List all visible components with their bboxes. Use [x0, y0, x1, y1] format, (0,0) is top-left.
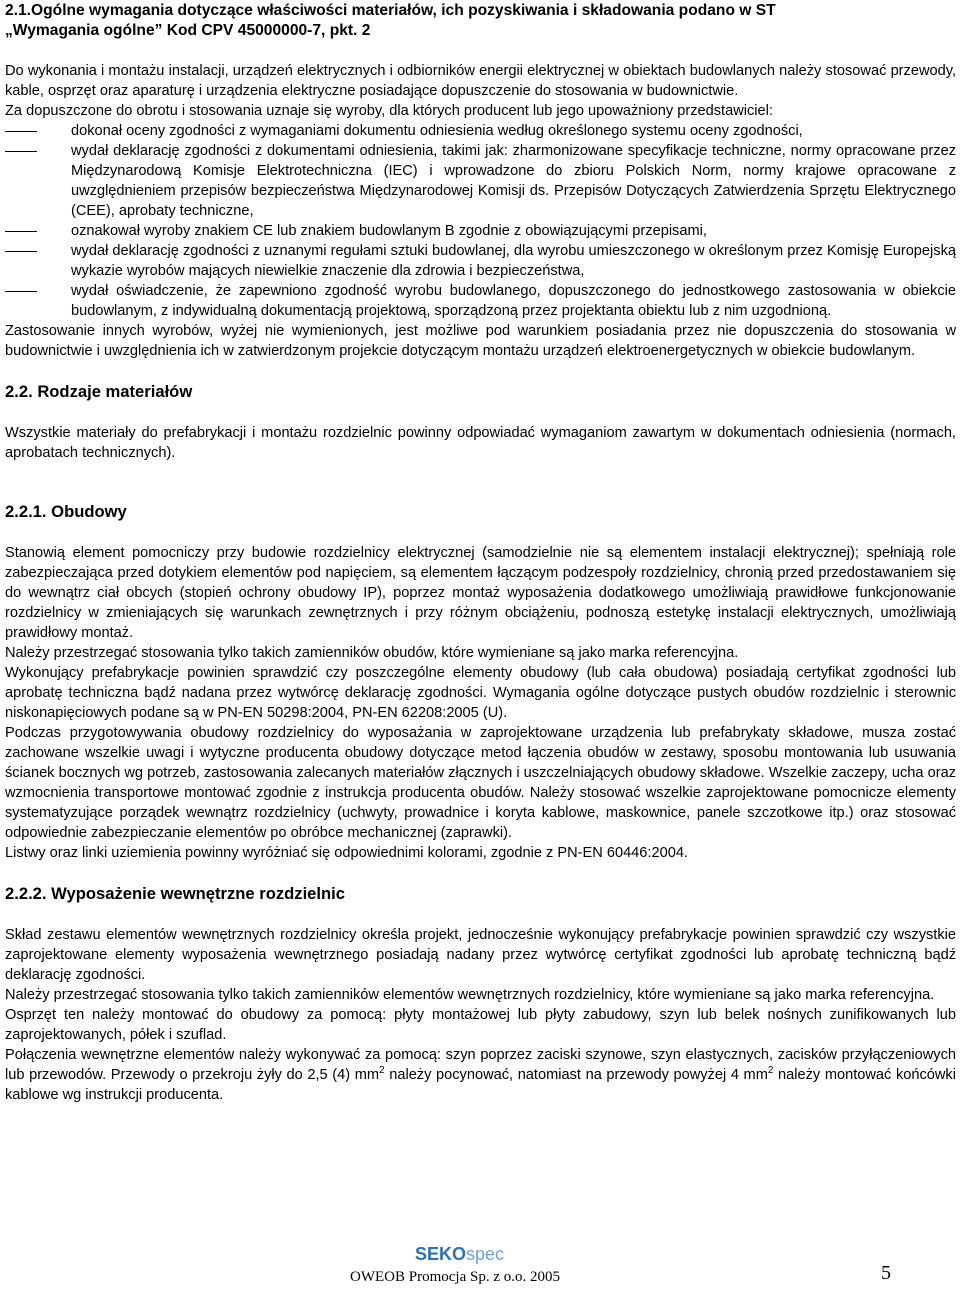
text-run: Połączenia wewnętrzne elementów należy wykonywać za pomocą: szyn poprzez zaciski szynowe, szyn elastycznych, zacisków przyłączeniowych lub przewodów. Przewody o przekroju żyły do 2,5 (4) mm [5, 1047, 956, 1083]
section-heading-2-2-1 [5, 501, 956, 523]
section-heading-2-1 [5, 0, 956, 41]
section-title: Rodzaje materiałów [37, 382, 193, 401]
section-title: Wyposażenie wewnętrzne rozdzielnic [51, 884, 345, 903]
section-heading-2-2 [5, 381, 956, 403]
logo-part-2: spec [466, 1244, 505, 1264]
s221-paragraph-5: Listwy oraz linki uziemienia powinny wyróżniać się odpowiednimi kolorami, zgodnie z PN-EN 60446:2004. [5, 845, 688, 861]
page-number: 5 [881, 1262, 891, 1284]
superscript: 2 [379, 1065, 385, 1077]
footer-company: OWEOB Promocja Sp. z o.o. 2005 [350, 1269, 560, 1285]
s222-paragraph-4 [5, 1045, 956, 1105]
logo-part-1: SEKO [415, 1244, 467, 1264]
text-run: należy pocynować, natomiast na przewody powyżej 4 mm [384, 1067, 768, 1083]
s221-paragraph-2: Należy przestrzegać stosowania tylko takich zamienników obudów, które wymieniane są jako marka referencyjna. [5, 645, 739, 661]
section-number: 2.2.1. [5, 502, 47, 521]
intro-paragraph-1: Do wykonania i montażu instalacji, urządzeń elektrycznych i odbiorników energii elektrycznej w obiektach budowlanych należy stosować przewody, kable, osprzęt oraz aparaturę i urządzenia elektryczne posiadające dopuszczenie do stosowania w budownictwie. [5, 63, 956, 99]
s221-paragraph-1: Stanowią element pomocniczy przy budowie rozdzielnicy elektrycznej (samodzielnie nie są elementem instalacji elektrycznej); spełniają role zabezpieczająca przed dotykiem elementów pod napięciem, są elementem łączącym podzespoły rozdzielnicy, chronią przed przedostawaniem się do wewnątrz ciał obcych (stopień ochrony obudowy IP), poprzez montaż wyposażenia dodatkowego umożliwiają prawidłowe funkcjonowanie rozdzielnicy w zmieniających się warunkach zewnętrznych i przy różnym obciążeniu, podnoszą estetykę instalacji elektrycznych, umożliwiają prawidłowy montaż. [5, 545, 956, 641]
heading-line-2: „Wymagania ogólne” Kod CPV 45000000-7, pkt. 2 [5, 22, 371, 39]
superscript: 2 [767, 1065, 774, 1077]
page-footer [0, 1243, 960, 1289]
s222-paragraph-1: Skład zestawu elementów wewnętrznych rozdzielnicy określa projekt, jednocześnie wykonujący prefabrykacje powinien sprawdzić czy wszystkie zaprojektowane elementy wyposażenia wewnętrznego posiadają nadany przez wytwórcę certyfikat zgodności lub aprobatę techniczną bądź deklarację zgodności. [5, 927, 956, 983]
requirements-list [5, 121, 956, 321]
list-item: dokonał oceny zgodności z wymaganiami dokumentu odniesienia według określonego systemu oceny zgodności, [5, 121, 956, 141]
s222-paragraph-3: Osprzęt ten należy montować do obudowy za pomocą: płyty montażowej lub płyty zabudowy, szyn lub belek nośnych zunifikowanych lub zaprojektowanych, półek i szuflad. [5, 1007, 956, 1043]
section-number: 2.2.2. [5, 884, 47, 903]
list-item: wydał oświadczenie, że zapewniono zgodność wyrobu budowlanego, dopuszczonego do jednostkowego zastosowania w obiekcie budowlanym, z indywidualną dokumentacją projektową, sporządzoną przez projektanta obiektu lub z nim uzgodnioną. [5, 281, 956, 321]
s221-paragraph-4: Podczas przygotowywania obudowy rozdzielnicy do wyposażania w zaprojektowane urządzenia lub prefabrykaty składowe, musza zostać zachowane wszelkie uwagi i wytyczne producenta obudowy dotyczące metod łączenia obudów w zestawy, sposobu montowania lub usuwania ścianek bocznych wg potrzeb, zastosowania zalecanych materiałów złącznych i uszczelniających obudowy składowe. Wszelkie zaczepy, ucha oraz wzmocnienia transportowe montować zgodnie z instrukcja producenta obudów. Należy stosować wszelkie zaprojektowane pomocnicze elementy systematyzujące porządek wewnątrz rozdzielnicy (uchwyty, prowadnice i koryta kablowe, maskownice, panele szczotkowe itp.) oraz stosować odpowiednie zabezpieczanie elementów po obróbce mechanicznej (zaprawki). [5, 725, 956, 841]
section-heading-2-2-2 [5, 883, 956, 905]
section-number: 2.2. [5, 382, 33, 401]
text-run: należy montować końcówki kablowe wg instrukcji producenta. [5, 1067, 956, 1103]
section-title: Obudowy [51, 502, 127, 521]
list-item: wydał deklarację zgodności z uznanymi regułami sztuki budowlanej, dla wyrobu umieszczonego w określonym przez Komisję Europejską wykazie wyrobów mających niewielkie znaczenie dla zdrowia i bezpieczeństwa, [5, 241, 956, 281]
intro-paragraph-2: Za dopuszczone do obrotu i stosowania uznaje się wyroby, dla których producent lub jego upoważniony przedstawiciel: [5, 103, 773, 119]
s221-paragraph-3: Wykonujący prefabrykacje powinien sprawdzić czy poszczególne elementy obudowy (lub cała obudowa) posiadają certyfikat zgodności lub aprobatę techniczna bądź nadana przez wytwórcę deklarację zgodności. Wymagania ogólne dotyczące pustych obudów rozdzielnic i sterownic niskonapięciowych podane są w PN-EN 50298:2004, PN-EN 62208:2005 (U). [5, 665, 956, 721]
s222-paragraph-2: Należy przestrzegać stosowania tylko takich zamienników elementów wewnętrznych rozdzielnicy, które wymieniane są jako marka referencyjna. [5, 987, 935, 1003]
s22-paragraph-1: Wszystkie materiały do prefabrykacji i montażu rozdzielnic powinny odpowiadać wymaganiom zawartym w dokumentach odniesienia (normach, aprobatach technicznych). [5, 425, 956, 461]
heading-line-1: 2.1.Ogólne wymagania dotyczące właściwości materiałów, ich pozyskiwania i składowania podano w ST [5, 2, 776, 19]
list-item: oznakował wyroby znakiem CE lub znakiem budowlanym B zgodnie z obowiązującymi przepisami, [5, 221, 956, 241]
list-item: wydał deklarację zgodności z dokumentami odniesienia, takimi jak: zharmonizowane specyfikacje techniczne, normy opracowane przez Międzynarodową Komisje Elektrotechniczna (IEC) i wprowadzone do zbioru Polskich Norm, normy krajowe opracowane z uwzględnieniem przepisów bezpieczeństwa Międzynarodowej Komisji ds. Przepisów Dotyczących Zatwierdzenia Sprzętu Elektrycznego (CEE), aprobaty techniczne, [5, 141, 956, 221]
intro-paragraph-3: Zastosowanie innych wyrobów, wyżej nie wymienionych, jest możliwe pod warunkiem posiadania przez nie dopuszczenia do stosowania w budownictwie i uwzględnienia ich w zatwierdzonym projekcie dotyczącym montażu urządzeń elektroenergetycznych w obiekcie budowlanym. [5, 323, 956, 359]
sekospec-logo [415, 1243, 504, 1265]
